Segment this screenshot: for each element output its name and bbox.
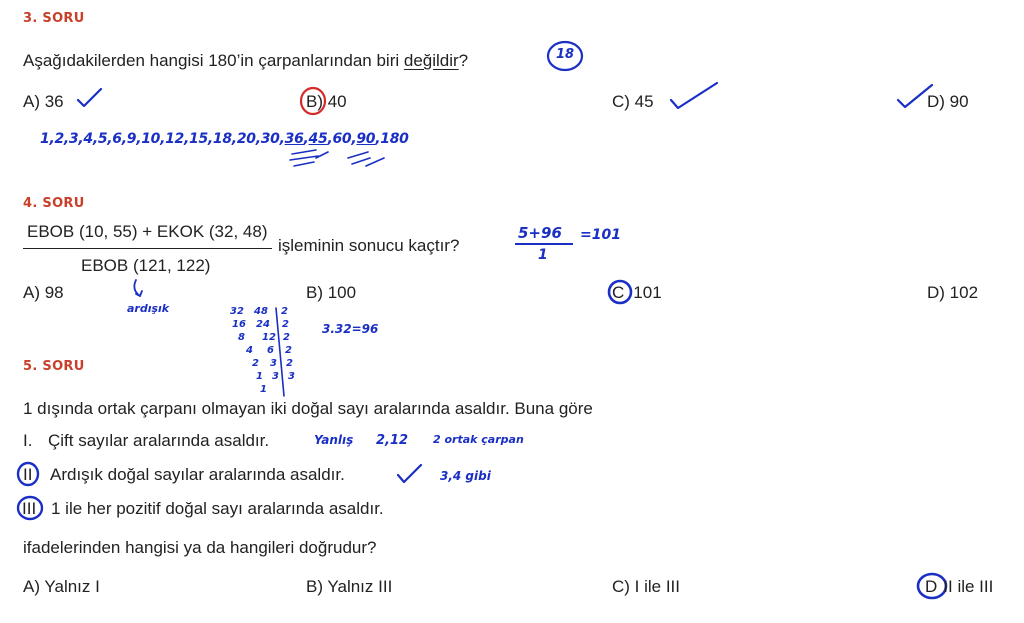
- q5-note-yanlis: Yanlış: [314, 433, 354, 447]
- q5-note-34: 3,4 gibi: [440, 469, 491, 483]
- q5-item-iii-num: III: [22, 499, 37, 518]
- q3-note-factors: 1,2,3,4,5,6,9,10,12,15,18,20,30,36,45,60,90,180: [40, 131, 409, 147]
- check-icon: [76, 86, 104, 110]
- table-cell: 16: [232, 319, 246, 330]
- q3-note-factors-main: 1,2,3,4,5,6,9,10,12,15,18,20,30,: [40, 131, 285, 147]
- q4-option-c: [612, 283, 662, 303]
- q4-heading: 4. SORU: [23, 196, 85, 211]
- q5-stem: 1 dışında ortak çarpanı olmayan iki doğal sayı aralarında asaldır. Buna göre: [23, 399, 593, 418]
- table-cell: 3: [272, 371, 279, 382]
- q5-heading: 5. SORU: [23, 359, 85, 374]
- table-cell: 2: [286, 358, 293, 369]
- q5-item-i-text: Çift sayılar aralarında asaldır.: [48, 431, 270, 450]
- table-cell: 2: [283, 332, 290, 343]
- q4-note-product: 3.32=96: [322, 322, 379, 336]
- q3-stem: [23, 51, 468, 71]
- q3-option-b-text: ) 40: [317, 92, 347, 111]
- table-cell: 3: [288, 371, 295, 382]
- note-fraction-bar: [515, 243, 573, 245]
- q4-denominator: EBOB (121, 122): [81, 256, 211, 275]
- q4-note-result: =101: [580, 227, 621, 243]
- q3-stem-underlined: değildir: [403, 51, 459, 70]
- q5-item-iii-text: 1 ile her pozitif doğal sayı aralarında asaldır.: [51, 499, 384, 518]
- q5-note-212: 2,12: [376, 433, 409, 448]
- division-line: [226, 306, 296, 401]
- q4-option-a: A) 98: [23, 283, 64, 302]
- table-cell: 2: [282, 319, 289, 330]
- table-cell: 2: [252, 358, 259, 369]
- q5-note-ortak: 2 ortak çarpan: [433, 433, 524, 446]
- q5-question: ifadelerinden hangisi ya da hangileri doğrudur?: [23, 538, 377, 557]
- q4-numerator: EBOB (10, 55) + EKOK (32, 48): [27, 222, 268, 241]
- q3-option-d: D) 90: [927, 92, 969, 111]
- table-cell: 4: [246, 345, 253, 356]
- table-cell: 1: [260, 384, 267, 395]
- q4-note-ardisik: ardışık: [127, 302, 170, 315]
- check-icon: [668, 80, 720, 112]
- table-cell: 12: [262, 332, 276, 343]
- q3-stem-qmark: ?: [458, 51, 469, 70]
- table-cell: 1: [256, 371, 263, 382]
- underline-marks: [288, 148, 408, 170]
- q3-note-factors-60: ,60,: [327, 131, 357, 147]
- q4-option-c-letter: C: [612, 283, 625, 302]
- q4-option-b: B) 100: [306, 283, 357, 302]
- q4-option-d: D) 102: [927, 283, 979, 302]
- table-cell: 32: [230, 306, 244, 317]
- q3-note-circle-text: 18: [556, 47, 575, 62]
- q5-item-ii-num: II: [23, 465, 33, 484]
- arrow-down-icon: [130, 278, 150, 300]
- q3-note-factors-45: 45: [308, 131, 328, 147]
- q5-item-i-num: I.: [23, 431, 33, 450]
- q4-option-c-text: 101: [633, 283, 662, 302]
- q3-heading: 3. SORU: [23, 11, 85, 26]
- red-circle-mark: [298, 86, 328, 116]
- q5-option-d-letter: D: [925, 577, 938, 596]
- table-cell: 2: [281, 306, 288, 317]
- q4-note-den: 1: [538, 247, 548, 263]
- table-cell: 24: [256, 319, 270, 330]
- q3-option-b-letter: B: [306, 92, 318, 111]
- q5-option-a: A) Yalnız I: [23, 577, 100, 596]
- q5-option-d: [925, 577, 993, 597]
- q4-note-num: 5+96: [518, 224, 562, 242]
- q3-note-factors-180: ,180: [375, 131, 409, 147]
- table-cell: 3: [270, 358, 277, 369]
- q5-option-c: C) I ile III: [612, 577, 681, 596]
- table-cell: 8: [238, 332, 245, 343]
- q5-option-b: B) Yalnız III: [306, 577, 393, 596]
- q4-stem: işleminin sonucu kaçtır?: [278, 236, 460, 255]
- table-cell: 6: [267, 345, 274, 356]
- table-cell: 2: [285, 345, 292, 356]
- q3-stem-text: Aşağıdakilerden hangisi 180’in çarpanlarından biri: [23, 51, 404, 70]
- table-cell: 48: [254, 306, 268, 317]
- q3-note-factors-90: 90: [356, 131, 376, 147]
- q5-option-d-text: II ile III: [943, 577, 994, 596]
- q3-option-c: C) 45: [612, 92, 654, 111]
- q3-note-factors-36: 36: [284, 131, 304, 147]
- q3-option-a: A) 36: [23, 92, 64, 111]
- q5-item-ii-text: Ardışık doğal sayılar aralarında asaldır.: [50, 465, 345, 484]
- check-icon: [396, 462, 424, 486]
- fraction-bar: [23, 248, 272, 249]
